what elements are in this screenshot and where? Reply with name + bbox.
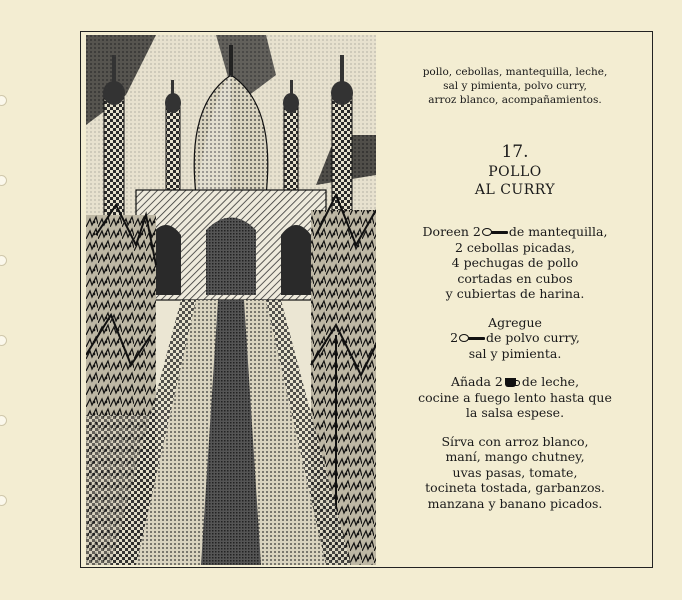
tablespoon-icon — [459, 334, 485, 343]
binder-hole-icon — [0, 415, 7, 426]
step-3 — [395, 374, 635, 421]
binder-hole-icon — [0, 495, 7, 506]
arches — [151, 218, 311, 296]
step-line: y cubiertas de harina. — [445, 286, 585, 301]
step-line — [395, 224, 635, 240]
step-text: de polvo curry, — [486, 330, 580, 345]
recipe-steps — [395, 224, 635, 524]
step-line: Agregue — [488, 314, 542, 330]
step-line: tocineta tostada, garbanzos. — [425, 480, 605, 495]
ingredients-line: arroz blanco, acompañamientos. — [428, 94, 602, 106]
step-line — [395, 330, 635, 346]
ingredients-line: sal y pimienta, polvo curry, — [443, 80, 587, 92]
step-line — [395, 374, 635, 390]
step-text: de mantequilla, — [508, 224, 608, 239]
step-line: la salsa espese. — [465, 405, 565, 420]
step-text: Doreen 2 — [422, 224, 481, 239]
step-2 — [395, 315, 635, 362]
binder-hole-icon — [0, 95, 7, 106]
binder-hole-icon — [0, 255, 7, 266]
binder-hole-icon — [0, 175, 7, 186]
ingredients-list — [395, 65, 635, 107]
step-line: 2 cebollas picadas, — [455, 239, 575, 255]
step-line: manzana y banano picados. — [427, 495, 603, 511]
ingredients-line: pollo, cebollas, mantequilla, leche, — [422, 66, 608, 78]
recipe-title — [395, 163, 635, 199]
binder-hole-icon — [0, 335, 7, 346]
step-line: sal y pimienta. — [468, 345, 562, 361]
step-line: cocine a fuego lento hasta que — [418, 389, 612, 405]
recipe-title-line: AL CURRY — [474, 182, 556, 198]
taj-mahal-illustration — [86, 35, 376, 565]
recipe-number: 17. — [501, 142, 529, 162]
step-line: cortadas en cubos — [457, 270, 573, 286]
step-line: uvas pasas, tomate, — [452, 464, 578, 480]
step-line: Sírva con arroz blanco, — [441, 433, 589, 449]
step-text: 2 — [450, 330, 459, 345]
step-text: de leche, — [521, 374, 580, 389]
taj-mahal-drawing — [86, 35, 376, 565]
step-text: Añada 2 — [450, 374, 503, 389]
recipe-title-line: POLLO — [488, 164, 542, 180]
tablespoon-icon — [482, 228, 508, 237]
step-1 — [395, 224, 635, 302]
step-line: maní, mango chutney, — [445, 449, 585, 464]
step-4 — [395, 434, 635, 512]
cup-icon — [505, 378, 520, 388]
step-line: 4 pechugas de pollo — [451, 255, 579, 270]
